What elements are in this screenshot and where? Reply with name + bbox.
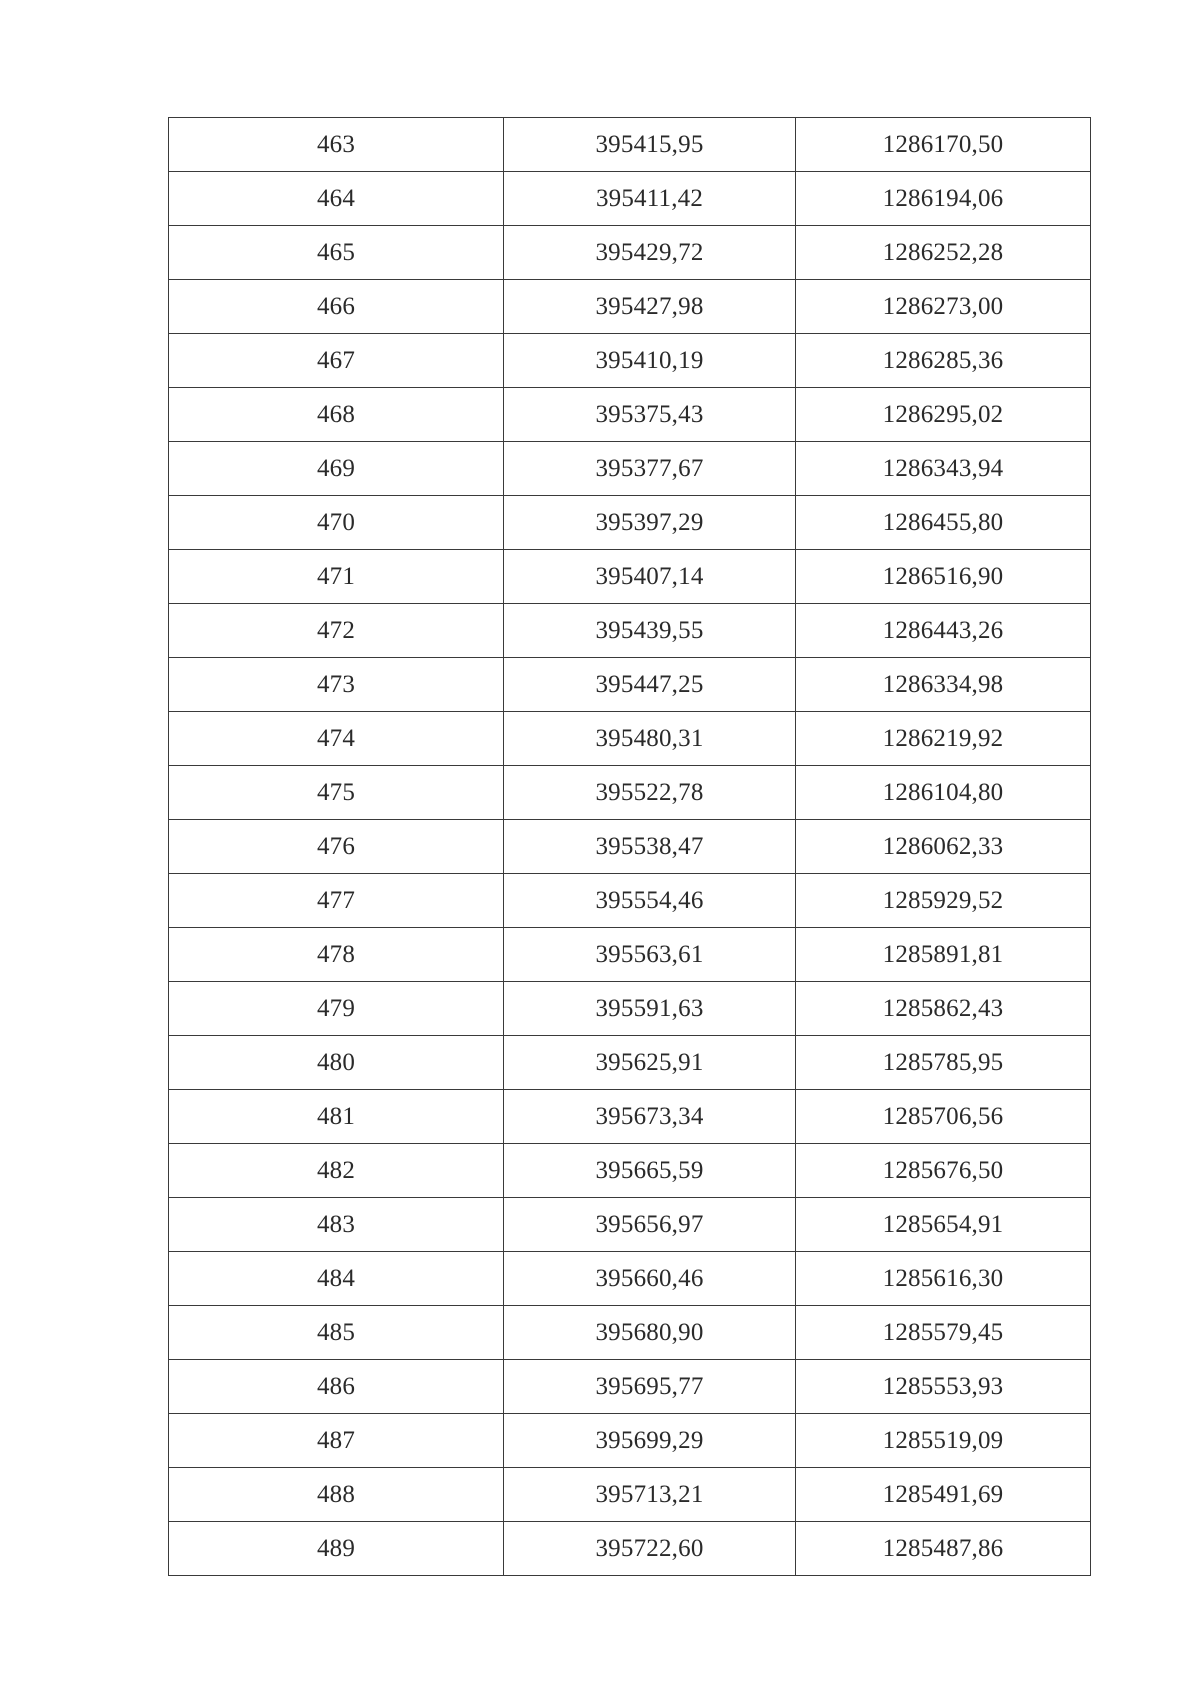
x-coordinate-cell: 395656,97	[504, 1198, 796, 1252]
x-coordinate-cell: 395665,59	[504, 1144, 796, 1198]
x-coordinate-cell: 395563,61	[504, 928, 796, 982]
table-row	[169, 1306, 1091, 1360]
y-coordinate-cell: 1285616,30	[796, 1252, 1091, 1306]
point-number-cell: 487	[169, 1414, 504, 1468]
x-coordinate-cell: 395522,78	[504, 766, 796, 820]
table-row	[169, 1522, 1091, 1576]
point-number-cell: 476	[169, 820, 504, 874]
y-coordinate-cell: 1286170,50	[796, 118, 1091, 172]
x-coordinate-cell: 395429,72	[504, 226, 796, 280]
table-row	[169, 280, 1091, 334]
x-coordinate-cell: 395695,77	[504, 1360, 796, 1414]
table-row	[169, 1360, 1091, 1414]
table-row	[169, 982, 1091, 1036]
point-number-cell: 472	[169, 604, 504, 658]
point-number-cell: 481	[169, 1090, 504, 1144]
x-coordinate-cell: 395407,14	[504, 550, 796, 604]
point-number-cell: 489	[169, 1522, 504, 1576]
point-number-cell: 475	[169, 766, 504, 820]
x-coordinate-cell: 395439,55	[504, 604, 796, 658]
table-row	[169, 604, 1091, 658]
table-row	[169, 766, 1091, 820]
table-row	[169, 820, 1091, 874]
table-row	[169, 1144, 1091, 1198]
x-coordinate-cell: 395660,46	[504, 1252, 796, 1306]
point-number-cell: 484	[169, 1252, 504, 1306]
coordinates-table-body	[169, 118, 1091, 1576]
point-number-cell: 474	[169, 712, 504, 766]
table-row	[169, 1090, 1091, 1144]
y-coordinate-cell: 1286219,92	[796, 712, 1091, 766]
point-number-cell: 471	[169, 550, 504, 604]
table-row	[169, 334, 1091, 388]
table-row	[169, 550, 1091, 604]
x-coordinate-cell: 395673,34	[504, 1090, 796, 1144]
point-number-cell: 467	[169, 334, 504, 388]
y-coordinate-cell: 1286285,36	[796, 334, 1091, 388]
point-number-cell: 483	[169, 1198, 504, 1252]
table-row	[169, 1036, 1091, 1090]
y-coordinate-cell: 1285579,45	[796, 1306, 1091, 1360]
y-coordinate-cell: 1286252,28	[796, 226, 1091, 280]
y-coordinate-cell: 1286343,94	[796, 442, 1091, 496]
point-number-cell: 463	[169, 118, 504, 172]
table-row	[169, 1468, 1091, 1522]
y-coordinate-cell: 1285519,09	[796, 1414, 1091, 1468]
table-row	[169, 928, 1091, 982]
table-row	[169, 1252, 1091, 1306]
x-coordinate-cell: 395447,25	[504, 658, 796, 712]
y-coordinate-cell: 1286273,00	[796, 280, 1091, 334]
x-coordinate-cell: 395411,42	[504, 172, 796, 226]
y-coordinate-cell: 1286455,80	[796, 496, 1091, 550]
point-number-cell: 465	[169, 226, 504, 280]
y-coordinate-cell: 1285929,52	[796, 874, 1091, 928]
x-coordinate-cell: 395722,60	[504, 1522, 796, 1576]
x-coordinate-cell: 395680,90	[504, 1306, 796, 1360]
table-row	[169, 118, 1091, 172]
y-coordinate-cell: 1285891,81	[796, 928, 1091, 982]
y-coordinate-cell: 1286334,98	[796, 658, 1091, 712]
coordinates-table	[168, 117, 1091, 1576]
point-number-cell: 473	[169, 658, 504, 712]
y-coordinate-cell: 1285553,93	[796, 1360, 1091, 1414]
table-row	[169, 712, 1091, 766]
x-coordinate-cell: 395480,31	[504, 712, 796, 766]
point-number-cell: 470	[169, 496, 504, 550]
x-coordinate-cell: 395410,19	[504, 334, 796, 388]
table-row	[169, 172, 1091, 226]
table-row	[169, 442, 1091, 496]
y-coordinate-cell: 1286194,06	[796, 172, 1091, 226]
table-row	[169, 1414, 1091, 1468]
y-coordinate-cell: 1286516,90	[796, 550, 1091, 604]
table-row	[169, 874, 1091, 928]
table-row	[169, 496, 1091, 550]
table-row	[169, 226, 1091, 280]
point-number-cell: 485	[169, 1306, 504, 1360]
x-coordinate-cell: 395397,29	[504, 496, 796, 550]
table-row	[169, 388, 1091, 442]
y-coordinate-cell: 1286295,02	[796, 388, 1091, 442]
point-number-cell: 486	[169, 1360, 504, 1414]
point-number-cell: 479	[169, 982, 504, 1036]
x-coordinate-cell: 395427,98	[504, 280, 796, 334]
y-coordinate-cell: 1285862,43	[796, 982, 1091, 1036]
x-coordinate-cell: 395554,46	[504, 874, 796, 928]
point-number-cell: 466	[169, 280, 504, 334]
y-coordinate-cell: 1285654,91	[796, 1198, 1091, 1252]
point-number-cell: 468	[169, 388, 504, 442]
x-coordinate-cell: 395625,91	[504, 1036, 796, 1090]
x-coordinate-cell: 395699,29	[504, 1414, 796, 1468]
y-coordinate-cell: 1285676,50	[796, 1144, 1091, 1198]
point-number-cell: 480	[169, 1036, 504, 1090]
x-coordinate-cell: 395377,67	[504, 442, 796, 496]
y-coordinate-cell: 1286443,26	[796, 604, 1091, 658]
x-coordinate-cell: 395713,21	[504, 1468, 796, 1522]
point-number-cell: 478	[169, 928, 504, 982]
point-number-cell: 469	[169, 442, 504, 496]
x-coordinate-cell: 395538,47	[504, 820, 796, 874]
y-coordinate-cell: 1285706,56	[796, 1090, 1091, 1144]
point-number-cell: 477	[169, 874, 504, 928]
x-coordinate-cell: 395591,63	[504, 982, 796, 1036]
point-number-cell: 488	[169, 1468, 504, 1522]
y-coordinate-cell: 1286062,33	[796, 820, 1091, 874]
y-coordinate-cell: 1285491,69	[796, 1468, 1091, 1522]
point-number-cell: 464	[169, 172, 504, 226]
y-coordinate-cell: 1286104,80	[796, 766, 1091, 820]
table-row	[169, 1198, 1091, 1252]
y-coordinate-cell: 1285487,86	[796, 1522, 1091, 1576]
point-number-cell: 482	[169, 1144, 504, 1198]
x-coordinate-cell: 395375,43	[504, 388, 796, 442]
x-coordinate-cell: 395415,95	[504, 118, 796, 172]
y-coordinate-cell: 1285785,95	[796, 1036, 1091, 1090]
table-row	[169, 658, 1091, 712]
